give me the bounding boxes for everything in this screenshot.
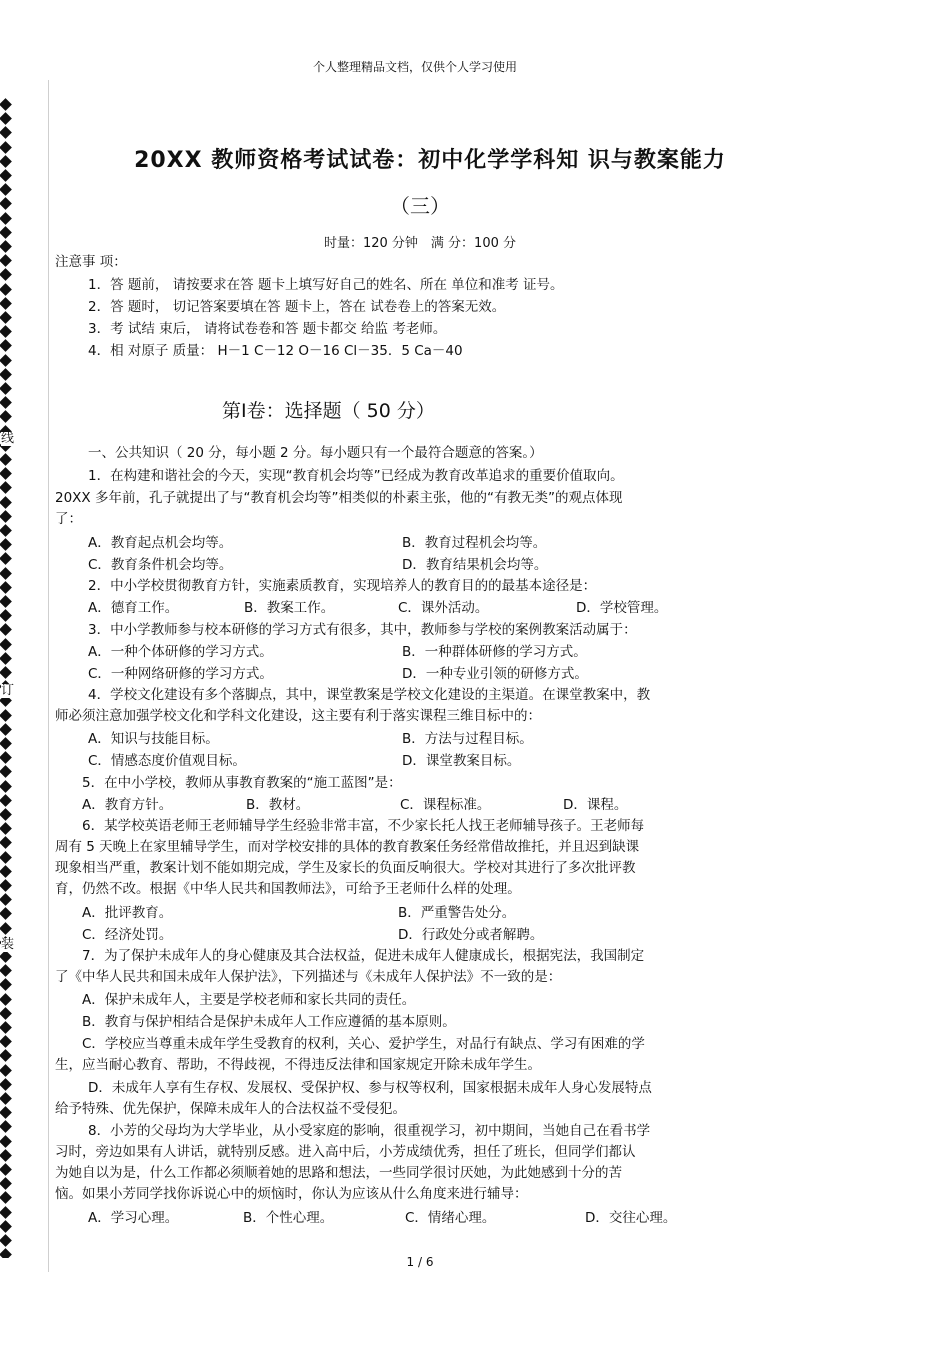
- q2-stem: 2．中小学校贯彻教育方针，实施素质教育，实现培养人的教育目的的最基本途径是：: [88, 578, 597, 594]
- margin-diamond: [0, 1177, 12, 1190]
- margin-diamond: [0, 467, 12, 480]
- margin-diamond: [0, 1121, 12, 1134]
- q8-stem: 8．小芳的父母均为大学毕业，从小受家庭的影响，很重视学习，初中期间，当她自己在看书学: [88, 1123, 651, 1139]
- q6-stem: 育，仍然不改。根据《中华人民共和国教师法》，可给予王老师什么样的处理。: [55, 881, 521, 897]
- q1-stem: 20XX 多年前，孔子就提出了与“教育机会均等”相类似的朴素主张，他的“有教无类”的观点体现: [55, 490, 623, 506]
- margin-diamond: [0, 283, 12, 296]
- part-intro: 一、公共知识（ 20 分，每小题 2 分。每小题只有一个最符合题意的答案。）: [88, 445, 543, 461]
- margin-diamond: [0, 581, 12, 594]
- q6-option-d: D．行政处分或者解聘。: [398, 927, 544, 943]
- margin-diamond: [0, 950, 12, 963]
- page-subtitle: （三）: [390, 194, 450, 218]
- margin-diamond: [0, 311, 12, 324]
- q8-option-d: D．交往心理。: [585, 1210, 677, 1226]
- margin-diamond: [0, 1092, 12, 1105]
- q5-option-c: C．课程标准。: [400, 797, 491, 813]
- q7-option-d: D．未成年人享有生存权、发展权、受保护权、参与权等权利，国家根据未成年人身心发展特点: [88, 1080, 652, 1096]
- margin-diamond: [0, 879, 12, 892]
- margin-diamond: [0, 595, 12, 608]
- q4-stem: 4．学校文化建设有多个落脚点，其中，课堂教案是学校文化建设的主渠道。在课堂教案中，教: [88, 687, 651, 703]
- margin-diamond: [0, 1149, 12, 1162]
- margin-diamond: [0, 382, 12, 395]
- margin-diamond: [0, 1035, 12, 1048]
- q7-option-b: B．教育与保护相结合是保护未成年人工作应遵循的基本原则。: [82, 1014, 456, 1030]
- q4-option-b: B．方法与过程目标。: [402, 731, 533, 747]
- q5-option-b: B．教材。: [246, 797, 310, 813]
- margin-diamond: [0, 354, 12, 367]
- q3-stem: 3．中小学教师参与校本研修的学习方式有很多，其中，教师参与学校的案例教案活动属于：: [88, 622, 637, 638]
- margin-diamond: [0, 1021, 12, 1034]
- margin-diamond: [0, 893, 12, 906]
- q7-option-a: A．保护未成年人，主要是学校老师和家长共同的责任。: [82, 992, 416, 1008]
- q1-option-d: D．教育结果机会均等。: [402, 557, 548, 573]
- margin-diamond: [0, 482, 12, 495]
- margin-diamond: [0, 979, 12, 992]
- notice-item: 3．考 试结 束后， 请将试卷卷和答 题卡都交 给监 考老师。: [88, 321, 447, 337]
- q7-option-c: 生，应当耐心教育、帮助，不得歧视，不得违反法律和国家规定开除未成年学生。: [55, 1057, 541, 1073]
- margin-diamond: [0, 1007, 12, 1020]
- q5-option-a: A．教育方针。: [82, 797, 173, 813]
- q2-option-a: A．德育工作。: [88, 600, 179, 616]
- q6-option-b: B．严重警告处分。: [398, 905, 516, 921]
- margin-diamond: [0, 908, 12, 921]
- margin-diamond: [0, 510, 12, 523]
- q6-option-a: A．批评教育。: [82, 905, 173, 921]
- margin-diamond: [0, 794, 12, 807]
- q4-stem: 师必须注意加强学校文化和学科文化建设，这主要有利于落实课程三维目标中的：: [55, 708, 541, 724]
- margin-diamond: [0, 396, 12, 409]
- margin-diamond: [0, 98, 12, 111]
- margin-diamond: [0, 666, 12, 679]
- margin-diamond: [0, 993, 12, 1006]
- margin-diamond: [0, 808, 12, 821]
- q3-option-a: A．一种个体研修的学习方式。: [88, 644, 273, 660]
- q4-option-c: C．情感态度价值观目标。: [88, 753, 246, 769]
- time-info: 时量：120 分钟 满 分：100 分: [323, 236, 517, 251]
- q5-option-d: D．课程。: [563, 797, 628, 813]
- q1-stem: 1．在构建和谐社会的今天，实现“教育机会均等”已经成为教育改革追求的重要价值取向。: [88, 468, 624, 484]
- q6-stem: 6．某学校英语老师王老师辅导学生经验非常丰富，不少家长托人找王老师辅导孩子。王老师每: [82, 818, 645, 834]
- q2-option-b: B．教案工作。: [244, 600, 335, 616]
- q1-option-c: C．教育条件机会均等。: [88, 557, 233, 573]
- margin-diamond: [0, 254, 12, 267]
- margin-diamond: [0, 624, 12, 637]
- margin-diamond: [0, 652, 12, 665]
- margin-diamond: [0, 127, 12, 140]
- margin-diamond: [0, 325, 12, 338]
- page-title: 20XX 教师资格考试试卷：初中化学学科知 识与教案能力: [134, 148, 726, 173]
- q4-option-a: A．知识与技能目标。: [88, 731, 219, 747]
- margin-diamond: [0, 1234, 12, 1247]
- q2-option-d: D．学校管理。: [576, 600, 668, 616]
- margin-diamond: [0, 538, 12, 551]
- margin-diamond: [0, 723, 12, 736]
- q5-stem: 5．在中小学校，教师从事教育教案的“施工蓝图”是：: [82, 775, 402, 791]
- q2-option-c: C．课外活动。: [398, 600, 489, 616]
- margin-diamond: [0, 609, 12, 622]
- q1-stem: 了：: [55, 511, 82, 527]
- notice-item: 4．相 对原子 质量： H－1 C－12 O－16 Cl－35．5 Ca－40: [88, 343, 463, 359]
- margin-diamond: [0, 1050, 12, 1063]
- margin-word-zhuang: 装: [1, 937, 15, 952]
- margin-diamond: [0, 709, 12, 722]
- margin-diamond: [0, 1135, 12, 1148]
- q7-stem: 了《中华人民共和国未成年人保护法》，下列描述与《未成年人保护法》不一致的是：: [55, 969, 562, 985]
- q8-stem: 为她自以为是，什么工作都必须顺着她的思路和想法，一些同学很讨厌她，为此她感到十分的苦: [55, 1165, 622, 1181]
- q8-stem: 习时，旁边如果有人讲话，就特别反感。进入高中后，小芳成绩优秀，担任了班长，但同学们都认: [55, 1144, 636, 1160]
- margin-diamond: [0, 453, 12, 466]
- q6-option-c: C．经济处罚。: [82, 927, 173, 943]
- margin-diamond: [0, 837, 12, 850]
- margin-diamond: [0, 638, 12, 651]
- margin-diamond: [0, 567, 12, 580]
- header-note: 个人整理精品文档，仅供个人学习使用: [312, 60, 517, 74]
- q4-option-d: D．课堂教案目标。: [402, 753, 521, 769]
- margin-diamond: [0, 340, 12, 353]
- page-number: 1 / 6: [406, 1255, 434, 1269]
- q3-option-b: B．一种群体研修的学习方式。: [402, 644, 587, 660]
- margin-diamond: [0, 737, 12, 750]
- margin-diamond: [0, 1220, 12, 1233]
- margin-diamond: [0, 496, 12, 509]
- margin-diamond: [0, 553, 12, 566]
- margin-rule: [48, 80, 49, 1272]
- margin-diamond: [0, 780, 12, 793]
- binding-margin: [0, 98, 14, 1258]
- q8-option-c: C．情绪心理。: [405, 1210, 496, 1226]
- margin-diamond: [0, 269, 12, 282]
- margin-diamond: [0, 411, 12, 424]
- q3-option-c: C．一种网络研修的学习方式。: [88, 666, 273, 682]
- section-title: 第Ⅰ卷：选择题（ 50 分）: [222, 400, 435, 422]
- margin-word-ding: 订: [1, 683, 15, 698]
- margin-diamond: [0, 751, 12, 764]
- q7-option-c: C．学校应当尊重未成年学生受教育的权利，关心、爱护学生，对品行有缺点、学习有困难的学: [82, 1036, 645, 1052]
- margin-diamond: [0, 1064, 12, 1077]
- margin-diamond: [0, 851, 12, 864]
- margin-diamond: [0, 1106, 12, 1119]
- q8-stem: 恼。如果小芳同学找你诉说心中的烦恼时，你认为应该从什么角度来进行辅导：: [55, 1186, 528, 1202]
- q6-stem: 周有 5 天晚上在家里辅导学生，而对学校安排的具体的教育教案任务经常借故推托，并且迟到缺课: [55, 839, 640, 855]
- q6-stem: 现象相当严重，教案计划不能如期完成，学生及家长的负面反响很大。学校对其进行了多次批评教: [55, 860, 636, 876]
- q1-option-a: A．教育起点机会均等。: [88, 535, 233, 551]
- q8-option-a: A．学习心理。: [88, 1210, 179, 1226]
- margin-diamond: [0, 368, 12, 381]
- q8-option-b: B．个性心理。: [243, 1210, 334, 1226]
- margin-diamond: [0, 112, 12, 125]
- margin-diamond: [0, 766, 12, 779]
- margin-diamond: [0, 964, 12, 977]
- q1-option-b: B．教育过程机会均等。: [402, 535, 547, 551]
- margin-diamond: [0, 1206, 12, 1219]
- margin-diamond: [0, 822, 12, 835]
- margin-word-xian: 线: [1, 431, 15, 446]
- notice-heading: 注意事 项：: [55, 254, 127, 270]
- notice-item: 1．答 题前， 请按要求在答 题卡上填写好自己的姓名、所在 单位和准考 证号。: [88, 277, 564, 293]
- margin-diamond: [0, 1192, 12, 1205]
- margin-diamond: [0, 297, 12, 310]
- notice-item: 2．答 题时， 切记答案要填在答 题卡上，答在 试卷卷上的答案无效。: [88, 299, 506, 315]
- margin-diamond: [0, 1078, 12, 1091]
- q3-option-d: D．一种专业引领的研修方式。: [402, 666, 588, 682]
- q7-stem: 7．为了保护未成年人的身心健康及其合法权益，促进未成年人健康成长，根据宪法，我国制定: [82, 948, 645, 964]
- margin-diamond: [0, 922, 12, 935]
- q7-option-d: 给予特殊、优先保护，保障未成年人的合法权益不受侵犯。: [55, 1101, 406, 1117]
- margin-diamond: [0, 1163, 12, 1176]
- margin-diamond: [0, 865, 12, 878]
- margin-diamond: [0, 524, 12, 537]
